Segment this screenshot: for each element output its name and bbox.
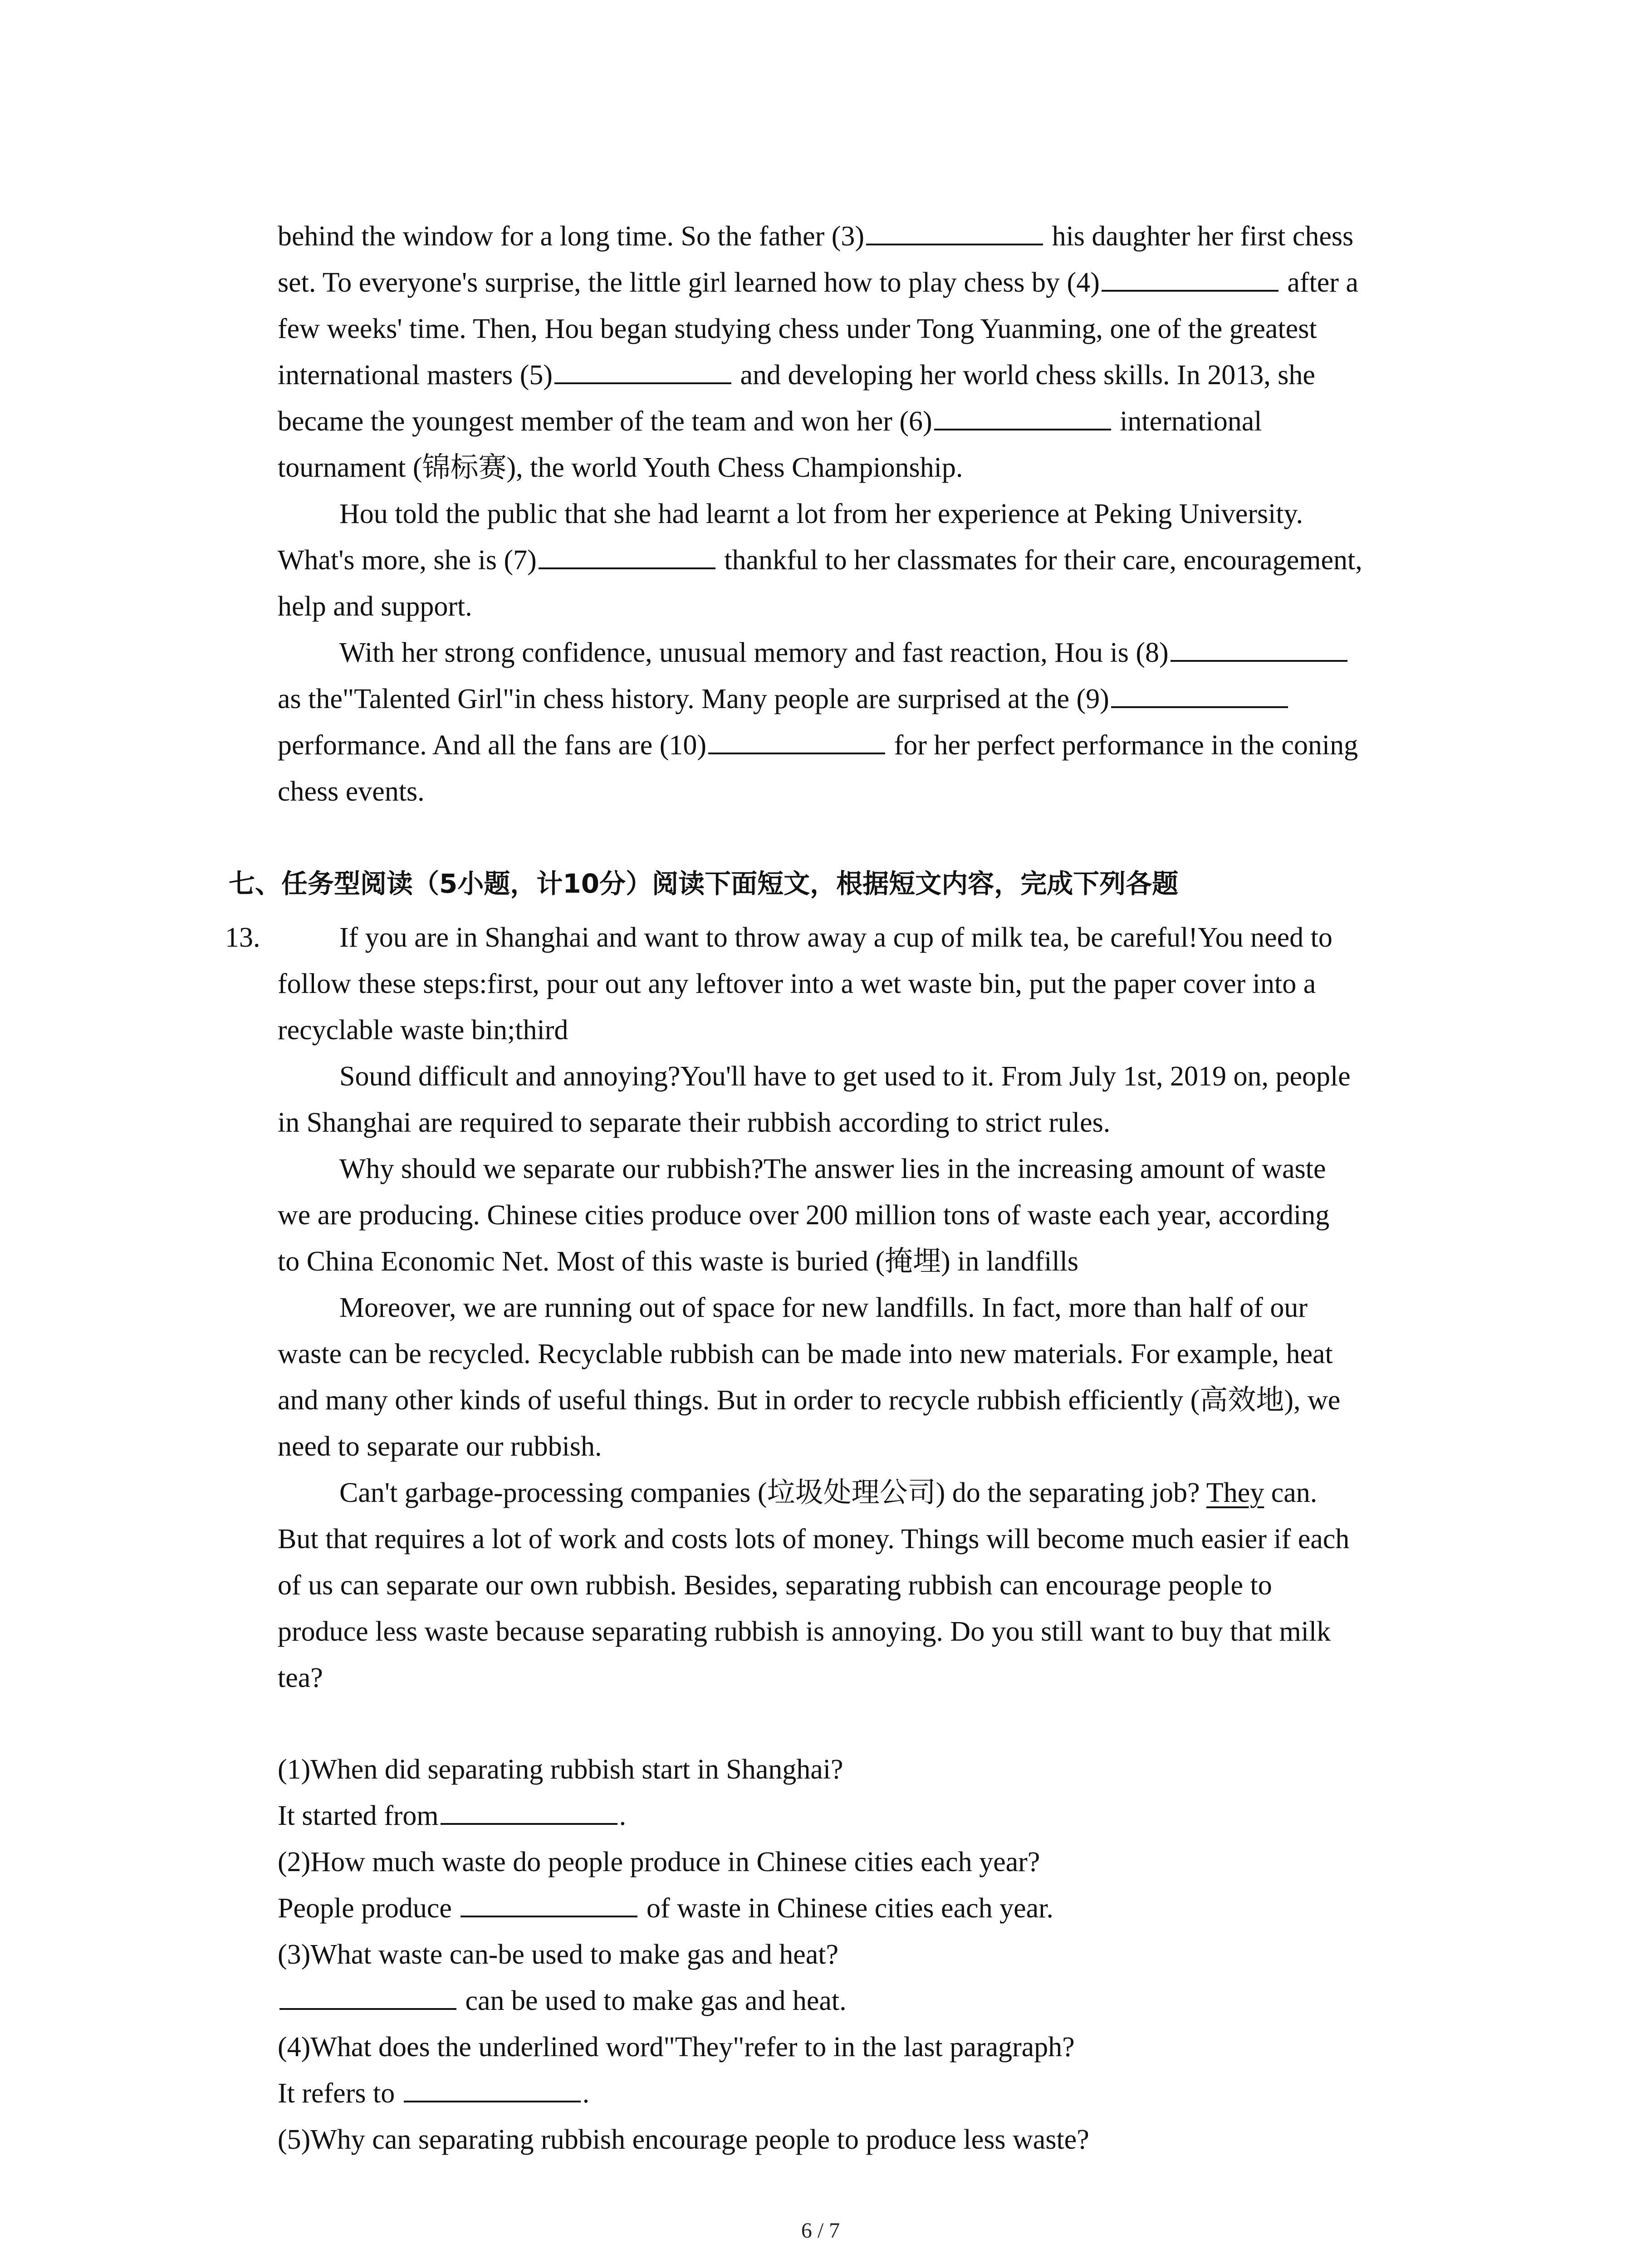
line-text: behind the window for a long time. So the father (3) <box>278 221 865 252</box>
paragraph-line <box>278 537 1457 583</box>
question-text: (1)When did separating rubbish start in Shanghai? <box>278 1754 843 1785</box>
line-text-after: can. <box>1264 1477 1318 1508</box>
answer-text: People produce <box>278 1893 459 1924</box>
answer-blank[interactable] <box>1111 679 1288 708</box>
paragraph-line: in Shanghai are required to separate their rubbish according to strict rules. <box>278 1107 1111 1138</box>
paragraph-line <box>278 630 1457 676</box>
line-text: set. To everyone's surprise, the little girl learned how to play chess by (4) <box>278 267 1100 298</box>
answer-line <box>278 1978 1457 2024</box>
page-number: 6 / 7 <box>801 2219 840 2243</box>
paragraph-line: need to separate our rubbish. <box>278 1431 602 1462</box>
passage-part2 <box>278 914 1457 2163</box>
answer-text: It started from <box>278 1800 439 1831</box>
paragraph-line <box>278 213 1457 259</box>
paragraph-line <box>278 491 1457 537</box>
paragraph-line: follow these steps:first, pour out any leftover into a wet waste bin, put the paper cover into a <box>278 968 1316 999</box>
line-text: few weeks' time. Then, Hou began studying chess under Tong Yuanming, one of the greatest <box>278 313 1317 344</box>
question-text: (2)How much waste do people produce in Chinese cities each year? <box>278 1847 1040 1877</box>
answer-line <box>278 2070 1457 2116</box>
line-text: as the"Talented Girl"in chess history. Many people are surprised at the (9) <box>278 684 1109 714</box>
answer-blank[interactable] <box>708 725 885 754</box>
line-text: international masters (5) <box>278 360 553 391</box>
paragraph-line: recyclable waste bin;third <box>278 1015 568 1046</box>
question-text: (4)What does the underlined word"They"refer to in the last paragraph? <box>278 2032 1075 2063</box>
line-text: his daughter her first chess <box>1045 221 1354 252</box>
paragraph-line: tea? <box>278 1662 323 1693</box>
spacer <box>278 1701 1457 1746</box>
paragraph-line: to China Economic Net. Most of this waste is buried (掩埋) in landfills <box>278 1246 1079 1277</box>
question-number: 13. <box>225 922 260 953</box>
answer-text: It refers to <box>278 2078 402 2109</box>
line-text: for her perfect performance in the coning <box>887 730 1358 761</box>
paragraph-line-they <box>278 1470 1457 1516</box>
paragraph-line: But that requires a lot of work and costs lots of money. Things will become much easier if each <box>278 1524 1350 1554</box>
answer-blank[interactable] <box>866 216 1043 245</box>
answer-blank[interactable] <box>279 1981 456 2010</box>
answer-blank[interactable] <box>934 401 1111 430</box>
paragraph-line: of us can separate our own rubbish. Besides, separating rubbish can encourage people to <box>278 1570 1272 1601</box>
line-text: tournament (锦标赛), the world Youth Chess Championship. <box>278 452 963 483</box>
line-text: With her strong confidence, unusual memory and fast reaction, Hou is (8) <box>339 637 1169 668</box>
paragraph-line <box>278 768 1457 815</box>
question-text: (5)Why can separating rubbish encourage people to produce less waste? <box>278 2124 1089 2155</box>
paragraph-line: Why should we separate our rubbish?The answer lies in the increasing amount of waste <box>339 1154 1326 1184</box>
underlined-they: They <box>1206 1477 1264 1508</box>
answer-text: can be used to make gas and heat. <box>458 1985 847 2016</box>
line-text: help and support. <box>278 591 472 622</box>
paragraph-line <box>278 676 1457 722</box>
line-text-before: Can't garbage-processing companies (垃圾处理公司) do the separating job? <box>339 1477 1206 1508</box>
paragraph-line: Sound difficult and annoying?You'll have to get used to it. From July 1st, 2019 on, people <box>339 1061 1351 1092</box>
answer-blank[interactable] <box>441 1796 617 1825</box>
paragraph-line: and many other kinds of useful things. But in order to recycle rubbish efficiently (高效地), we <box>278 1385 1341 1416</box>
answer-text: . <box>582 2078 590 2109</box>
line-text: after a <box>1280 267 1358 298</box>
paragraph-line <box>278 398 1457 445</box>
line-text: and developing her world chess skills. In 2013, she <box>733 360 1315 391</box>
line-text: chess events. <box>278 776 425 807</box>
answer-blank[interactable] <box>404 2073 581 2102</box>
paragraph-line <box>278 445 1457 491</box>
passage-part1 <box>278 213 1457 815</box>
paragraph-line: waste can be recycled. Recyclable rubbish can be made into new materials. For example, heat <box>278 1339 1333 1369</box>
answer-blank[interactable] <box>460 1888 637 1917</box>
answer-blank[interactable] <box>1171 633 1347 662</box>
answer-line <box>278 1793 1457 1839</box>
questions-list <box>278 1746 1457 2163</box>
line-text: international <box>1112 406 1262 437</box>
paragraph-line: produce less waste because separating rubbish is annoying. Do you still want to buy that milk <box>278 1616 1331 1647</box>
line-text: Hou told the public that she had learnt a lot from her experience at Peking University. <box>339 499 1303 529</box>
paragraph-line <box>278 306 1457 352</box>
paragraph-line <box>278 583 1457 630</box>
paragraph-line <box>278 352 1457 398</box>
answer-line <box>278 1885 1457 1931</box>
line-text: became the youngest member of the team and won her (6) <box>278 406 932 437</box>
paragraph-line <box>278 722 1457 768</box>
section-heading: 七、任务型阅读（5小题，计10分）阅读下面短文，根据短文内容，完成下列各题 <box>229 868 1179 899</box>
answer-blank[interactable] <box>554 355 731 384</box>
answer-text: of waste in Chinese cities each year. <box>639 1893 1053 1924</box>
question-text: (3)What waste can-be used to make gas and heat? <box>278 1939 839 1970</box>
answer-blank[interactable] <box>1102 263 1279 292</box>
answer-blank[interactable] <box>539 540 715 569</box>
paragraph-line: we are producing. Chinese cities produce over 200 million tons of waste each year, according <box>278 1200 1330 1231</box>
paragraph-line <box>278 259 1457 306</box>
line-text: performance. And all the fans are (10) <box>278 730 707 761</box>
line-text: thankful to her classmates for their care, encouragement, <box>717 545 1362 576</box>
line-text: What's more, she is (7) <box>278 545 537 576</box>
answer-text: . <box>619 1800 627 1831</box>
paragraph-line: Moreover, we are running out of space for new landfills. In fact, more than half of our <box>339 1292 1308 1323</box>
paragraph-line: If you are in Shanghai and want to throw away a cup of milk tea, be careful!You need to <box>339 922 1332 953</box>
